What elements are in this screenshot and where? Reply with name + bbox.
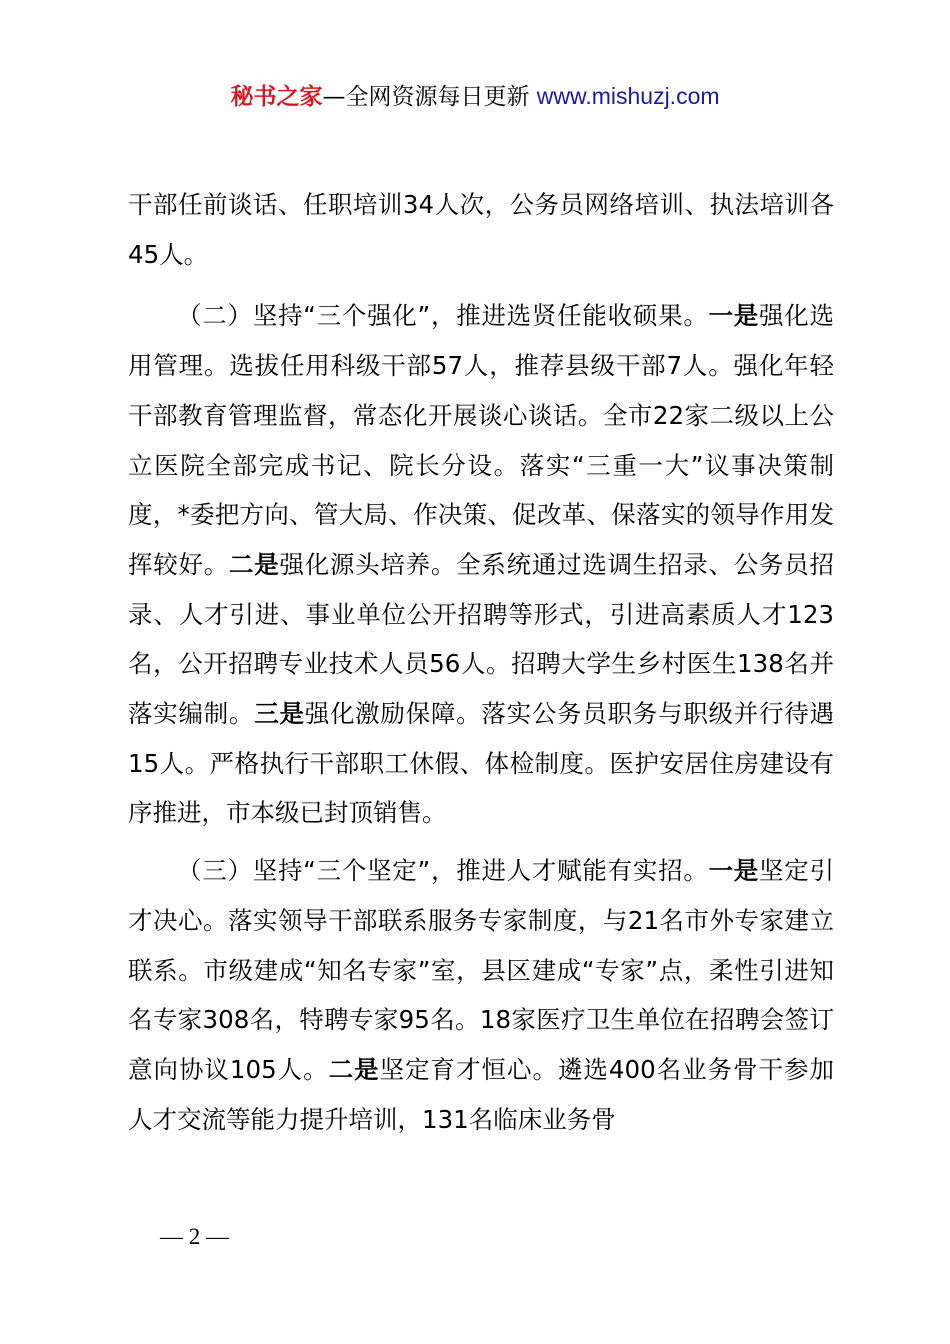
point-two-text: 强化源头培养。全系统通过选调生招录、公务员招录、人才引进、事业单位公开招聘等形式，引进高素质人才123名，公开招聘专业技术人员56人。招聘大学生乡村医生138名并落实编制。 [128, 549, 835, 729]
paragraph-section-two [128, 291, 834, 838]
section-three-heading: （三）坚持“三个坚定”，推进人才赋能有实招。 [177, 856, 709, 886]
brand-name: 秘书之家 [230, 84, 323, 110]
site-header [0, 80, 950, 113]
paragraph-continuation: 干部任前谈话、任职培训34人次，公务员网络培训、执法培训各45人。 [128, 190, 834, 269]
page-number: — 2 — [160, 1224, 229, 1249]
header-tagline: —全网资源每日更新 [322, 84, 530, 110]
point-two-label: 二是 [328, 1054, 380, 1084]
paragraph-section-three [128, 846, 834, 1144]
point-one-text: 强化选用管理。选拔任用科级干部57人，推荐县级干部7人。强化年轻干部教育管理监督，常态化开展谈心谈话。全市22家二级以上公立医院全部完成书记、院长分设。落实“三重一大”议事决策制度，*委把方向、管大局、作决策、促改革、保落实的领导作用发挥较好。 [128, 301, 835, 579]
point-one-text: 坚定引才决心。落实领导干部联系服务专家制度，与21名市外专家建立联系。市级建成“知名专家”室，县区建成“专家”点，柔性引进知名专家308名，特聘专家95名。18家医疗卫生单位在招聘会签订意向协议105人。 [128, 856, 835, 1084]
point-two-text: 坚定育才恒心。遴选400名业务骨干参加人才交流等能力提升培训，131名临床业务骨 [128, 1054, 835, 1134]
point-three-text: 强化激励保障。落实公务员职务与职级并行待遇15人。严格执行干部职工休假、体检制度。医护安居住房建设有序推进，市本级已封顶销售。 [128, 699, 835, 828]
point-one-label: 一是 [708, 856, 760, 886]
site-url-link[interactable]: www.mishuzj.com [536, 83, 720, 109]
point-one-label: 一是 [708, 301, 760, 331]
section-two-heading: （二）坚持“三个强化”，推进选贤任能收硕果。 [177, 301, 709, 331]
document-body [128, 180, 834, 1144]
point-two-label: 二是 [228, 549, 280, 579]
point-three-label: 三是 [254, 699, 305, 729]
